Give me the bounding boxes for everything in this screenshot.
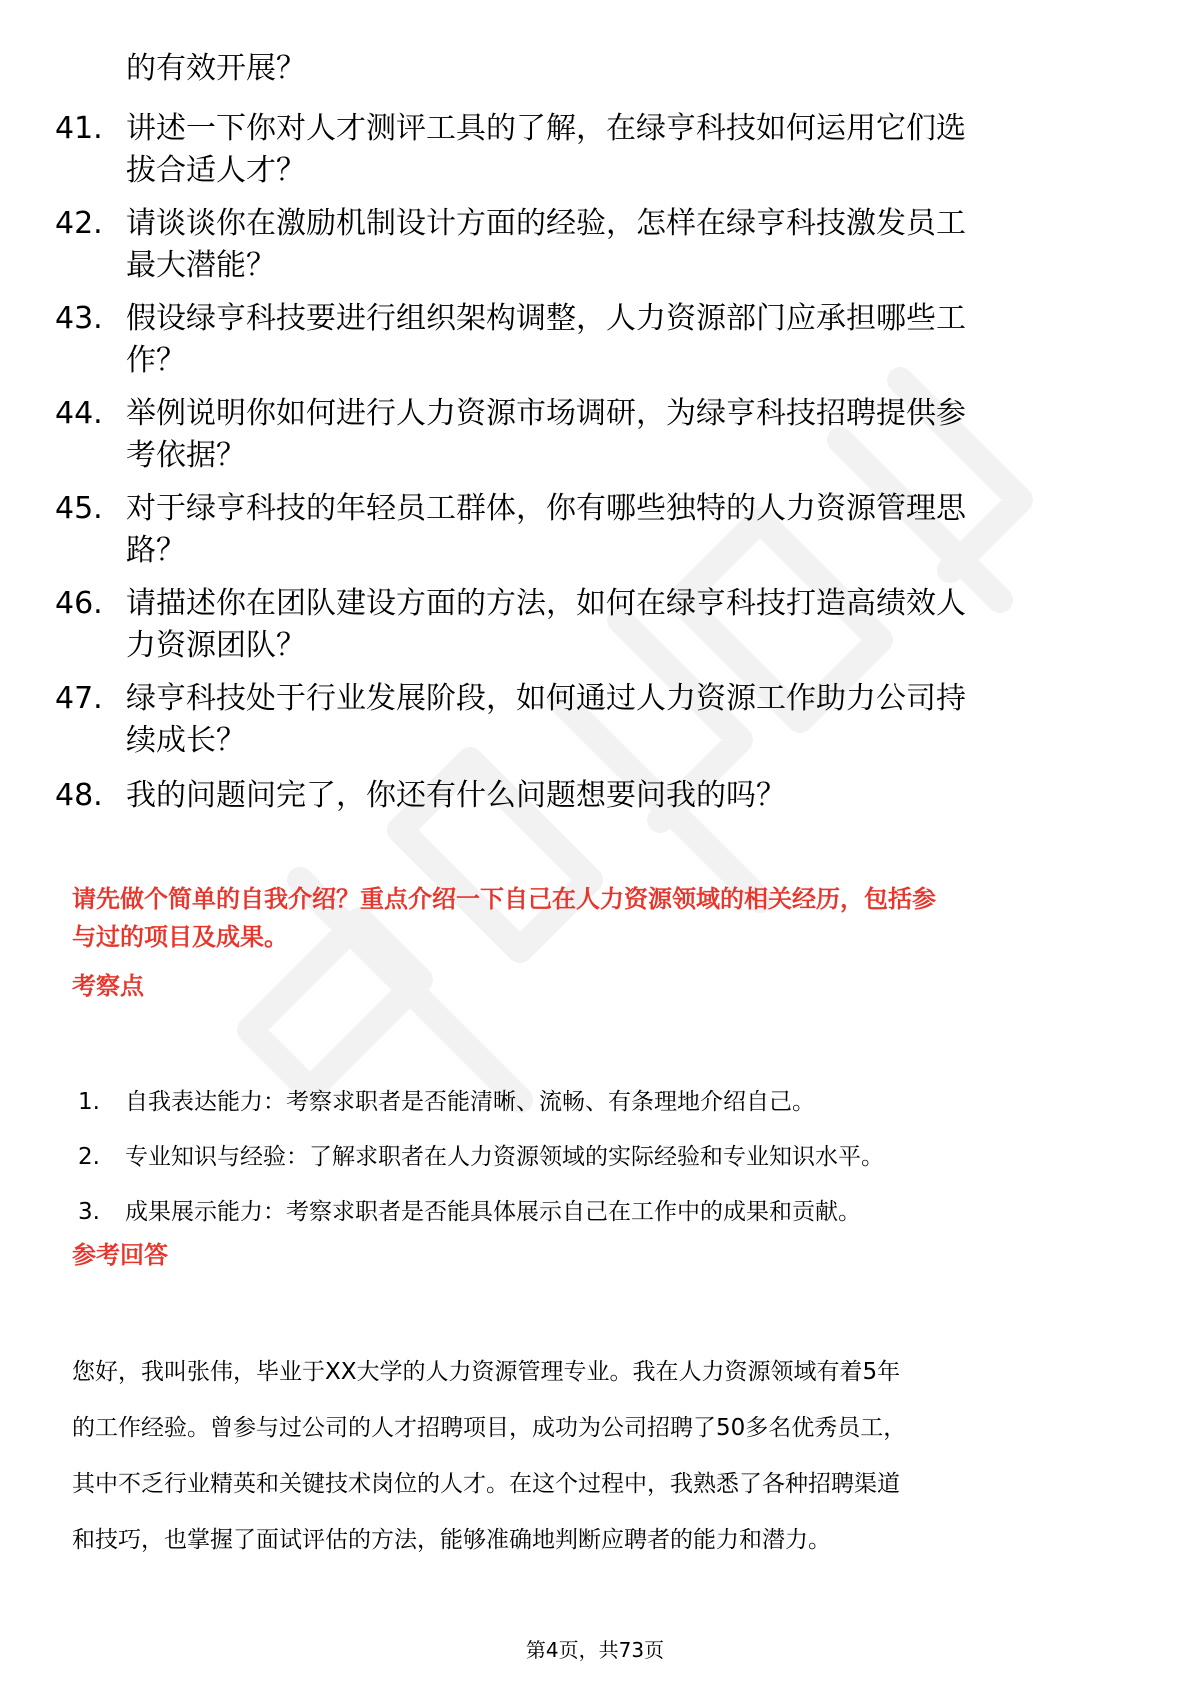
- question-text: [126, 583, 1136, 667]
- question-line: 请描述你在团队建设方面的方法，如何在绿亨科技打造高绩效人: [126, 586, 966, 621]
- answer-line: 和技巧，也掌握了面试评估的方法，能够准确地判断应聘者的能力和潜力。: [72, 1527, 831, 1553]
- featured-question-line: 与过的项目及成果。: [72, 923, 288, 951]
- question-line: 续成长？: [126, 723, 246, 758]
- question-line: 我的问题问完了，你还有什么问题想要问我的吗？: [126, 778, 786, 813]
- question-line: 最大潜能？: [126, 248, 276, 283]
- point-number: 2.: [78, 1144, 100, 1170]
- question-number: 43.: [55, 301, 103, 336]
- question-line: 考依据？: [126, 438, 246, 473]
- reference-answer-heading: 参考回答: [72, 1241, 168, 1269]
- point-text: 自我表达能力：考察求职者是否能清晰、流畅、有条理地介绍自己。: [125, 1089, 815, 1115]
- question-number: 47.: [55, 681, 103, 716]
- point-number: 1.: [78, 1089, 100, 1115]
- featured-question-title: [72, 880, 1132, 956]
- question-number: 45.: [55, 491, 103, 526]
- answer-line: 其中不乏行业精英和关键技术岗位的人才。在这个过程中，我熟悉了各种招聘渠道: [72, 1471, 900, 1497]
- question-text: [126, 393, 1136, 477]
- point-text: 专业知识与经验：了解求职者在人力资源领域的实际经验和专业知识水平。: [125, 1144, 884, 1170]
- answer-line: 的工作经验。曾参与过公司的人才招聘项目，成功为公司招聘了50多名优秀员工，: [72, 1415, 907, 1441]
- question-text: [126, 203, 1136, 287]
- question-line: 力资源团队？: [126, 628, 306, 663]
- question-line: 举例说明你如何进行人力资源市场调研，为绿亨科技招聘提供参: [126, 396, 966, 431]
- question-number: 41.: [55, 111, 103, 146]
- question-line: 作？: [126, 343, 186, 378]
- question-line: 绿亨科技处于行业发展阶段，如何通过人力资源工作助力公司持: [126, 681, 966, 716]
- question-line: 对于绿亨科技的年轻员工群体，你有哪些独特的人力资源管理思: [126, 491, 966, 526]
- question-text: [126, 108, 1136, 192]
- question-line: 讲述一下你对人才测评工具的了解，在绿亨科技如何运用它们选: [126, 111, 966, 146]
- assessment-heading: 考察点: [72, 972, 144, 1000]
- question-continued-line: 的有效开展？: [126, 51, 306, 86]
- point-number: 3.: [78, 1199, 100, 1225]
- assessment-point: [78, 1195, 861, 1229]
- question-text: [126, 678, 1136, 762]
- question-line: 拔合适人才？: [126, 153, 306, 188]
- question-line: 路？: [126, 533, 186, 568]
- assessment-point: [78, 1140, 884, 1174]
- question-number: 46.: [55, 586, 103, 621]
- featured-question-line: 请先做个简单的自我介绍？重点介绍一下自己在人力资源领域的相关经历，包括参: [72, 885, 936, 913]
- question-number: 42.: [55, 206, 103, 241]
- page-number-footer: 第4页，共73页: [525, 1638, 665, 1662]
- question-line: 假设绿亨科技要进行组织架构调整，人力资源部门应承担哪些工: [126, 301, 966, 336]
- assessment-point: [78, 1085, 815, 1119]
- question-number: 44.: [55, 396, 103, 431]
- question-text: [126, 488, 1136, 572]
- question-line: 请谈谈你在激励机制设计方面的经验，怎样在绿亨科技激发员工: [126, 206, 966, 241]
- question-text: [126, 298, 1136, 382]
- question-number: 48.: [55, 778, 103, 813]
- question-text: [126, 775, 1136, 817]
- point-text: 成果展示能力：考察求职者是否能具体展示自己在工作中的成果和贡献。: [125, 1199, 861, 1225]
- answer-line: 您好，我叫张伟，毕业于XX大学的人力资源管理专业。我在人力资源领域有着5年: [72, 1359, 901, 1385]
- reference-answer-body: [72, 1344, 1122, 1568]
